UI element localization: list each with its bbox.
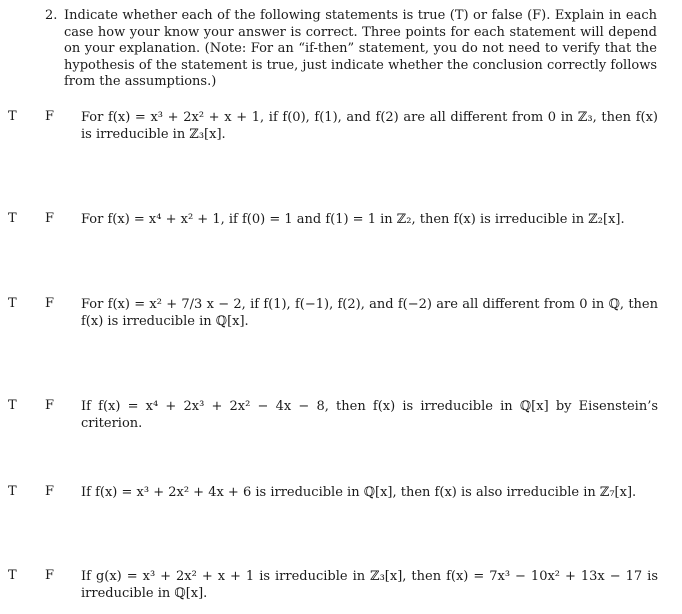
false-option[interactable]: F xyxy=(45,484,55,499)
statement-text: If f(x) = x³ + 2x² + 4x + 6 is irreducible in ℚ[x], then f(x) is also irreducible in ℤ₇[x]. xyxy=(81,485,637,500)
true-option[interactable]: T xyxy=(8,484,17,499)
problem-instructions: Indicate whether each of the following statements is true (T) or false (F). Explain in each case how your know your answer is correct. Three points for each statement will depend on your explanation. (Note: For an “if-then” statement, you do not need to verify that the hypothesis of the statement is true, just indicate whether the conclusion correctly follows from the assumptions.) xyxy=(64,8,657,90)
statement-text: For f(x) = x⁴ + x² + 1, if f(0) = 1 and f(1) = 1 in ℤ₂, then f(x) is irreducible in ℤ₂[x]. xyxy=(81,212,625,227)
false-option[interactable]: F xyxy=(45,568,55,583)
problem-number: 2. xyxy=(45,8,58,23)
false-option[interactable]: F xyxy=(45,211,55,226)
false-option[interactable]: F xyxy=(45,109,55,124)
statement-text: If f(x) = x⁴ + 2x³ + 2x² − 4x − 8, then f(x) is irreducible in ℚ[x] by Eisenstein’s criterion. xyxy=(81,399,658,431)
statement-text: If g(x) = x³ + 2x² + x + 1 is irreducible in ℤ₃[x], then f(x) = 7x³ − 10x² + 13x − 17 is irreducible in ℚ[x]. xyxy=(81,569,658,601)
false-option[interactable]: F xyxy=(45,398,55,413)
true-option[interactable]: T xyxy=(8,296,17,311)
problem-statement xyxy=(45,8,657,91)
true-option[interactable]: T xyxy=(8,568,17,583)
true-option[interactable]: T xyxy=(8,211,17,226)
true-option[interactable]: T xyxy=(8,398,17,413)
true-option[interactable]: T xyxy=(8,109,17,124)
false-option[interactable]: F xyxy=(45,296,55,311)
statement-text: For f(x) = x² + 7/3 x − 2, if f(1), f(−1), f(2), and f(−2) are all different from 0 in ℚ, then f(x) is irreducible in ℚ[x]. xyxy=(81,297,658,329)
statement-text: For f(x) = x³ + 2x² + x + 1, if f(0), f(1), and f(2) are all different from 0 in ℤ₃, then f(x) is irreducible in ℤ₃[x]. xyxy=(81,110,658,142)
